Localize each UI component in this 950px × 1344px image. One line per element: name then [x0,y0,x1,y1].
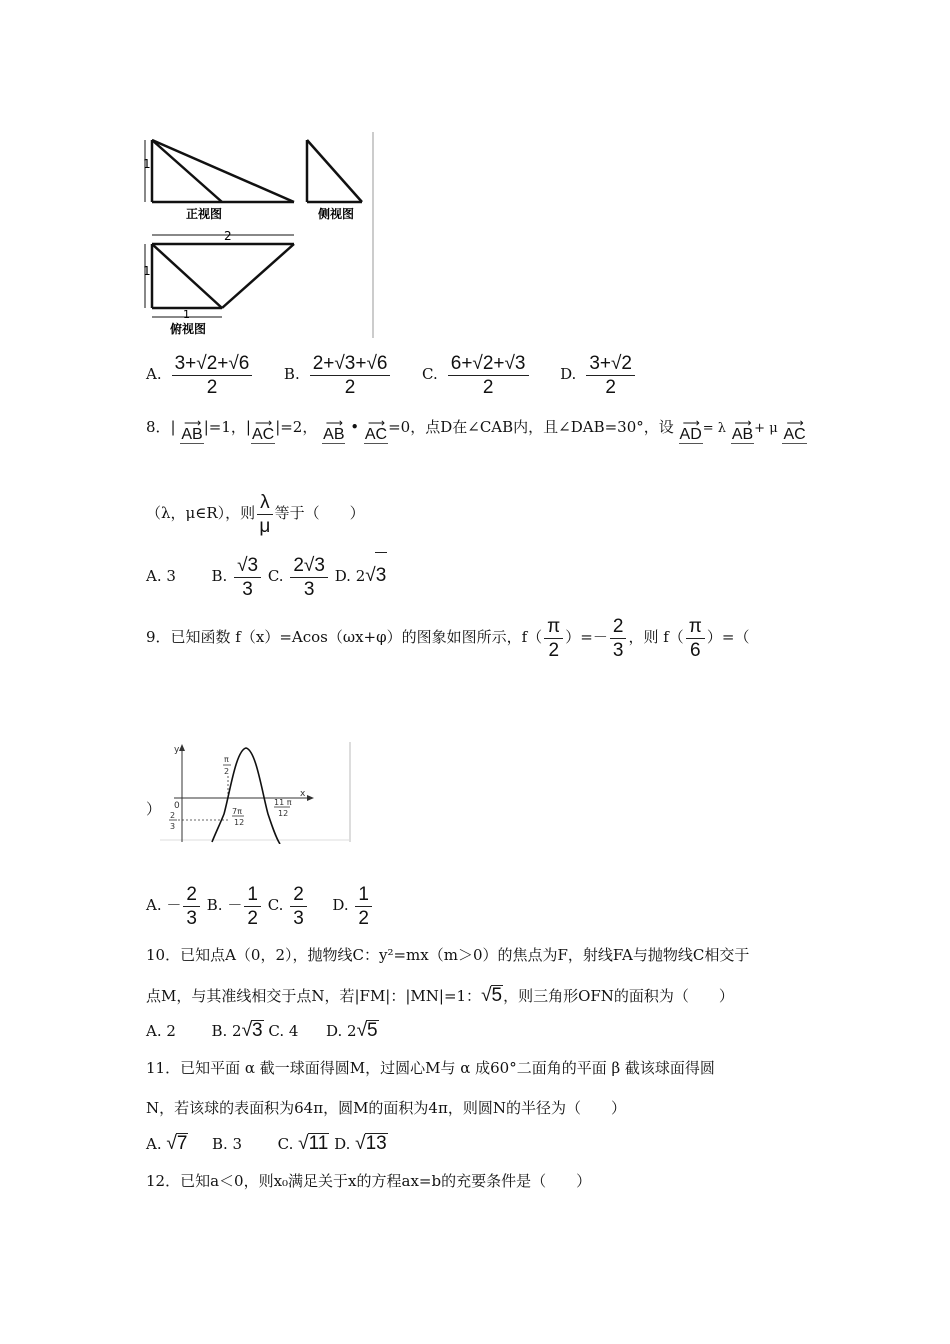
q10-options [146,1020,379,1041]
q12-line-1: 12．已知a＜0，则x₀满足关于x的方程ax=b的充要条件是（ ） [146,1172,592,1190]
q9-stem-close: ） [146,800,162,818]
svg-text:π: π [224,755,229,764]
q7-option-c: C. $\frac{6+√2+√3}{2}$ [422,365,535,383]
side-view-label: 侧视图 [318,207,355,221]
side-view [307,140,362,202]
svg-text:2: 2 [170,811,176,820]
q11-option-c: C. √11 [277,1133,329,1154]
svg-text:2: 2 [224,767,230,776]
q11-option-b: B. 3 [211,1135,243,1153]
front-view [152,140,294,202]
q7-option-d: D. $\frac{3+√2}{2}$ [560,365,637,383]
q11-option-d: D. √13 [334,1133,387,1154]
vector-ad: ⟶ AD [679,416,702,443]
q9-option-a: A. － $\frac{2}{3}$ [146,896,202,914]
top-dim-1: 1 [143,264,151,278]
lambda-over-mu: $\frac{\lambda}{\mu}$ [257,492,273,537]
svg-text:7π: 7π [232,807,242,816]
vector-ab-2: ⟶ AB [323,416,345,443]
q10-option-d: D. 2√5 [325,1020,378,1041]
q11-line-2: N，若该球的表面积为64π，圆M的面积为4π，则圆N的半径为（ ） [146,1099,626,1117]
q8-option-b: B. $\frac{√3}{3}$ [211,567,263,585]
q9-stem: 9．已知函数 f（x）=Acos（ωx+φ）的图象如图所示，f（ $\frac{\pi}{2}$ ）=－ $\frac{2}{3}$ ，则 f（ $\frac{\pi}{6}$ ）=（ [146,615,750,661]
cosine-curve [212,748,280,844]
q8-stem-cont: （λ，μ∈R），则 $\frac{\lambda}{\mu}$ 等于（ ） [146,491,365,537]
q9-option-b: B. － $\frac{1}{2}$ [207,896,263,914]
cosine-graph [160,742,356,844]
svg-text:11 π: 11 π [274,798,292,807]
top-view [152,244,294,308]
vector-ac: ⟶ AC [251,416,275,443]
front-dim-1: 1 [143,157,151,171]
q10-option-c: C. 4 [268,1022,299,1040]
q10-line-1: 10．已知点A（0，2），抛物线C：y²=mx（m＞0）的焦点为F，射线FA与抛物线C相交于 [146,946,750,964]
x-axis-label: x [300,789,306,799]
q9-option-d: D. $\frac{1}{2}$ [332,896,374,914]
vector-ab: ⟶ AB [181,416,203,443]
q10-option-b: B. 2√3 [211,1020,263,1041]
q10-line-2: 点M，与其准线相交于点N，若|FM|：|MN|=1：√5，则三角形OFN的面积为（ ） [146,985,734,1006]
top-dim-2: 2 [224,229,232,243]
q11-option-a: A. √7 [146,1133,188,1154]
three-view-figure [140,132,380,340]
q7-option-a: A. $\frac{3+√2+√6}{2}$ [146,365,259,383]
front-view-label: 正视图 [186,207,223,221]
vector-ac-2: ⟶ AC [364,416,388,443]
q8-options [146,552,387,600]
top-view-label: 俯视图 [170,322,207,336]
svg-text:12: 12 [234,818,245,827]
q9-options [146,882,374,929]
q10-option-a: A. 2 [146,1022,176,1040]
svg-text:12: 12 [278,809,289,818]
y-axis-label: y [174,745,180,755]
vector-ab-3: ⟶ AB [731,416,754,443]
q8-stem: 8．| ⟶ AB |=1，| ⟶ AC |=2， ⟶ AB • ⟶ AC =0，点D在∠CAB内，且∠DAB=30°，设 ⟶ AD = λ ⟶ AB + μ ⟶ AC [146,416,806,443]
q11-options [146,1133,388,1154]
q8-option-d: D. 2√3 [335,567,388,585]
vector-ac-3: ⟶ AC [783,416,806,443]
top-dim-1-bottom: 1 [183,308,190,321]
q7-option-b: B. $\frac{2+√3+√6}{2}$ [284,365,397,383]
svg-text:3: 3 [170,822,176,831]
q8-option-c: C. $\frac{2√3}{3}$ [268,567,330,585]
q11-line-1: 11．已知平面 α 截一球面得圆M，过圆心M与 α 成60°二面角的平面 β 截该球面得圆 [146,1059,715,1077]
q9-option-c: C. $\frac{2}{3}$ [268,896,309,914]
q8-option-a: A. 3 [146,567,176,585]
origin-label: 0 [174,801,180,811]
q7-options [146,352,637,398]
